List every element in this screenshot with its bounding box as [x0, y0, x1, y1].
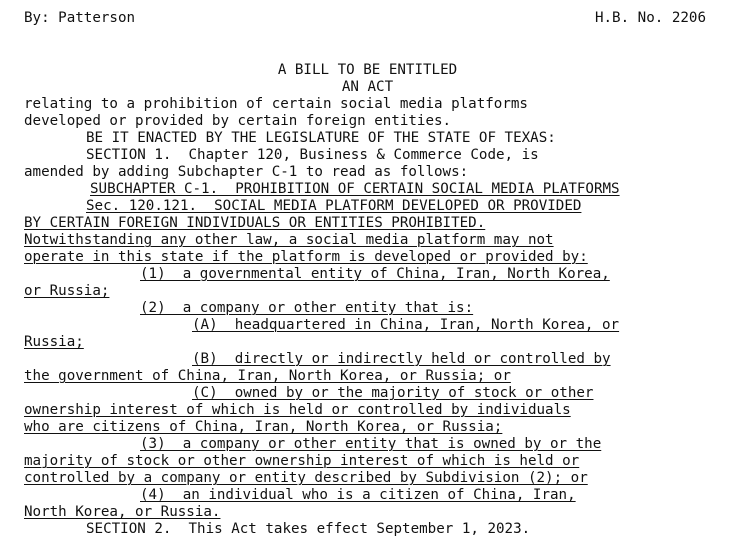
bill-text-line: Russia;: [24, 334, 84, 350]
bill-text-line: (B) directly or indirectly held or controlled by: [192, 351, 611, 367]
bill-text-line: operate in this state if the platform is developed or provided by:: [24, 249, 588, 265]
bill-text-line: who are citizens of China, Iran, North Korea, or Russia;: [24, 419, 503, 435]
bill-text-line: amended by adding Subchapter C-1 to read as follows:: [24, 164, 469, 180]
bill-text-line: ownership interest of which is held or controlled by individuals: [24, 402, 571, 418]
bill-text-line: majority of stock or other ownership interest of which is held or: [24, 453, 580, 469]
bill-text-line: BE IT ENACTED BY THE LEGISLATURE OF THE STATE OF TEXAS:: [86, 130, 556, 146]
author-line: By: Patterson: [24, 10, 136, 26]
bill-text-line: North Korea, or Russia.: [24, 504, 221, 520]
bill-text-line: BY CERTAIN FOREIGN INDIVIDUALS OR ENTITIES PROHIBITED.: [24, 215, 486, 231]
bill-text-line: Notwithstanding any other law, a social media platform may not: [24, 232, 554, 248]
bill-text-line: developed or provided by certain foreign entities.: [24, 113, 452, 129]
bill-number: H.B. No. 2206: [594, 10, 706, 26]
bill-text-line: (4) an individual who is a citizen of China, Iran,: [140, 487, 576, 503]
bill-text-line: SECTION 2. This Act takes effect September 1, 2023.: [86, 521, 531, 537]
bill-text-line: (3) a company or other entity that is owned by or the: [140, 436, 602, 452]
bill-text-line: or Russia;: [24, 283, 110, 299]
bill-text-line: relating to a prohibition of certain social media platforms: [24, 96, 528, 112]
bill-title: A BILL TO BE ENTITLED: [277, 62, 458, 78]
bill-text-line: SECTION 1. Chapter 120, Business & Commerce Code, is: [86, 147, 539, 163]
bill-text-line: (2) a company or other entity that is:: [140, 300, 474, 316]
bill-text-line: (1) a governmental entity of China, Iran, North Korea,: [140, 266, 610, 282]
bill-text-line: (A) headquartered in China, Iran, North Korea, or: [192, 317, 620, 333]
bill-text-line: SUBCHAPTER C-1. PROHIBITION OF CERTAIN SOCIAL MEDIA PLATFORMS: [90, 181, 620, 197]
bill-text-line: the government of China, Iran, North Korea, or Russia; or: [24, 368, 511, 384]
bill-text-line: (C) owned by or the majority of stock or other: [192, 385, 594, 401]
bill-text-line: controlled by a company or entity described by Subdivision (2); or: [24, 470, 588, 486]
bill-text-line: Sec. 120.121. SOCIAL MEDIA PLATFORM DEVELOPED OR PROVIDED: [86, 198, 582, 214]
act-heading: AN ACT: [341, 79, 394, 95]
